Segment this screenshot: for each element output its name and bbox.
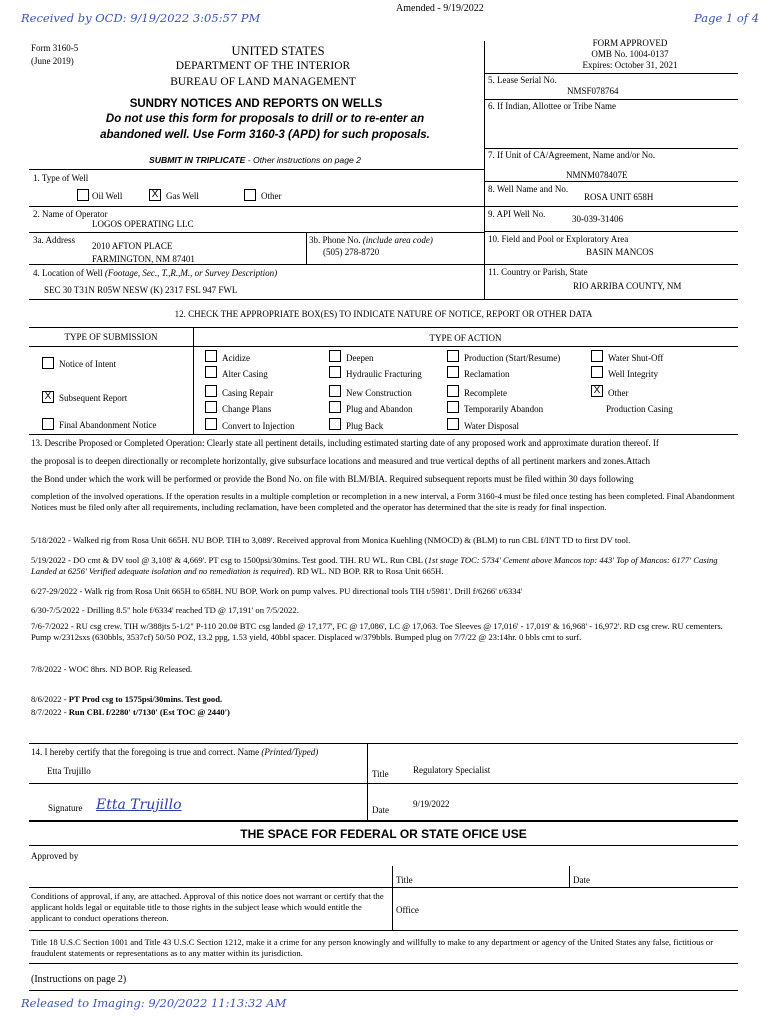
plug-back-label: Plug Back [346,421,384,431]
county-value: RIO ARRIBA COUNTY, NM [573,281,682,291]
location-label-text: 4. Location of Well [33,268,105,278]
deepen-checkbox[interactable] [329,350,341,362]
approved-by-label: Approved by [31,851,79,861]
plug-abandon-label: Plug and Abandon [346,404,413,414]
location-value: SEC 30 T31N R05W NESW (K) 2317 FSL 947 FWL [44,285,238,295]
other-action-value: Production Casing [606,404,673,414]
entry-0519-b: 1st stage TOC: 5734' Cement above Mancos top: 443' Top of Mancos: 6177' Casing Landed at 6256' Verified adequate isolation and no remediation is required [31,555,718,576]
temporarily-abandon-label: Temporarily Abandon [464,404,544,414]
title-value: Regulatory Specialist [413,765,491,775]
subsequent-report-label: Subsequent Report [59,393,128,403]
federal-title-label: Title [396,875,413,885]
convert-injection-label: Convert to Injection [222,421,295,431]
unit-value: NMNM078407E [566,170,628,180]
new-construction-checkbox[interactable] [329,385,341,397]
triplicate-rest: - Other instructions on page 2 [245,155,361,165]
acidize-checkbox[interactable] [205,350,217,362]
expiration: Expires: October 31, 2021 [582,60,678,70]
entry-0630: 6/30-7/5/2022 - Drilling 8.5" hole f/6334' reached TD @ 17,191' on 7/5/2022. [31,605,299,615]
final-abandonment-label: Final Abandonment Notice [59,420,157,430]
section-13-intro-1: 13. Describe Proposed or Completed Operation: Clearly state all pertinent details, including estimated starting date of any proposed work and approximate duration thereof. If [31,438,659,448]
alter-casing-label: Alter Casing [222,369,268,379]
new-construction-label: New Construction [346,388,412,398]
federal-date-label: Date [573,875,590,885]
well-name-value: ROSA UNIT 658H [584,192,654,202]
page-number-stamp: Page 1 of 4 [694,11,760,25]
final-abandonment-checkbox[interactable] [42,418,54,430]
office-label: Office [396,905,419,915]
reclamation-label: Reclamation [464,369,510,379]
conditions-text: Conditions of approval, if any, are attached. Approval of this notice does not warrant or certify that the applicant holds legal or equitable title to those rights in the subject lease which would entitle the applicant to conduct operations thereon. [31,891,384,923]
entry-0708: 7/8/2022 - WOC 8hrs. ND BOP. Rig Released. [31,664,193,674]
date-label: Date [372,805,389,815]
address-label: 3a. Address [33,235,75,245]
water-shutoff-checkbox[interactable] [591,350,603,362]
other-well-checkbox[interactable] [244,189,256,201]
entry-0519 [31,555,743,577]
casing-repair-label: Casing Repair [222,388,274,398]
well-integrity-checkbox[interactable] [591,366,603,378]
api-label: 9. API Well No. [488,209,546,219]
section-13-intro-2: the proposal is to deepen directionally or recomplete horizontally, give subsurface locations and measured and true vertical depths of all pertinent markers and zones.Attach [31,456,650,466]
section-13-intro-4: completion of the involved operations. If the operation results in a multiple completion or recompletion in a new interval, a Form 3160-4 must be filed once testing has been completed. Final Abandonment Notices must be filed only after all requirements, including reclamation, have been completed and the operator has determined that the site is ready for final inspection. [31,491,735,512]
water-disposal-label: Water Disposal [464,421,520,431]
entry-0627: 6/27-29/2022 - Walk rig from Rosa Unit 665H to 658H. NU BOP. Work on pump valves. PU directional tools TIH t/5981'. Drill f/6266' t/6334' [31,586,523,596]
production-checkbox[interactable] [447,350,459,362]
notice-of-intent-label: Notice of Intent [59,359,116,369]
form-title: SUNDRY NOTICES AND REPORTS ON WELLS [129,98,383,110]
hydraulic-fracturing-checkbox[interactable] [329,366,341,378]
agency-line-3: BUREAU OF LAND MANAGEMENT [170,76,356,88]
indian-label: 6. If Indian, Allottee or Tribe Name [488,101,616,111]
phone-value: (505) 278-8720 [323,247,380,257]
pool-value: BASIN MANCOS [586,247,654,257]
water-shutoff-label: Water Shut-Off [608,353,664,363]
acidize-label: Acidize [222,353,250,363]
entry-0806-date: 8/6/2022 - [31,694,69,704]
form-approved: FORM APPROVED [592,38,668,48]
gas-well-label: Gas Well [166,191,199,201]
omb-number: OMB No. 1004-0137 [591,49,669,59]
entry-0519-a: 5/19/2022 - DO cmt & DV tool @ 3,108' & 4,669'. PT csg to 1500psi/30mins. Test good. TIH. RU WL. Run CBL ( [31,555,428,565]
plug-back-checkbox[interactable] [329,418,341,430]
section-12-title: 12. CHECK THE APPROPRIATE BOX(ES) TO INDICATE NATURE OF NOTICE, REPORT OR OTHER DATA [174,309,593,319]
plug-abandon-checkbox[interactable] [329,401,341,413]
agency-line-1: UNITED STATES [231,44,325,58]
phone-label-italic: (include area code) [362,235,433,245]
location-label [33,268,277,278]
signature: Etta Trujillo [96,797,182,813]
form-number: Form 3160-5 [31,43,79,53]
form-subtitle-2: abandoned well. Use Form 3160-3 (APD) for such proposals. [100,129,430,141]
entry-0807 [31,707,743,718]
entry-0807-text: Run CBL f/2280' t/7130' (Est TOC @ 2440') [68,707,230,717]
location-label-italic: (Footage, Sec., T.,R.,M., or Survey Description) [104,268,278,278]
unit-label: 7. If Unit of CA/Agreement, Name and/or No. [488,150,655,160]
section-13-intro-3: the Bond under which the work will be performed or provide the Bond No. on file with BLM/BIA. Required subsequent reports must be filed within 30 days following [31,474,634,484]
entry-0706: 7/6-7/2022 - RU csg crew. TIH w/388jts 5-1/2" P-110 20.0# BTC csg landed @ 17,177', FC @ 17,086', LC @ 17,063. Toe Sleeves @ 17,016' - 17,019' & 16,968' - 16,972'. RD csg crew. RU cementers. Pump w/2312sxs (630bbls, 3537cf) 50/50 POZ, 13.2 ppg, 1.53 yield, 40bbl spacer. Displaced w/379bbls. Bumped plug on 7/7/22 @ 23:14hr. 0 bbls cmt to surf. [31,621,723,642]
county-label: 11. Country or Parish, State [488,267,588,277]
federal-heading: THE SPACE FOR FEDERAL OR STATE OFICE USE [240,827,527,841]
phone-label [309,235,433,245]
certify-text: 14. I hereby certify that the foregoing is true and correct. Name [31,747,262,757]
other-action-checkbox[interactable]: X [591,385,603,397]
submission-header: TYPE OF SUBMISSION [64,332,158,342]
water-disposal-checkbox[interactable] [447,418,459,430]
entry-0807-date: 8/7/2022 - [31,707,69,717]
signature-label: Signature [48,803,83,813]
form-date: (June 2019) [31,56,74,66]
triplicate-note [30,155,480,165]
received-stamp: Received by OCD: 9/19/2022 3:05:57 PM [21,11,261,25]
address-line-2: FARMINGTON, NM 87401 [92,254,195,264]
subsequent-report-checkbox[interactable]: X [42,391,54,403]
well-integrity-label: Well Integrity [608,369,659,379]
change-plans-checkbox[interactable] [205,401,217,413]
well-name-label: 8. Well Name and No. [488,184,569,194]
production-label: Production (Start/Resume) [464,353,561,363]
date-value: 9/19/2022 [413,799,450,809]
entry-0519-c: ). RD WL. ND BOP. RR to Rosa Unit 665H. [289,566,444,576]
oil-well-label: Oil Well [92,191,123,201]
form-subtitle-1: Do not use this form for proposals to drill or to re-enter an [105,113,425,125]
deepen-label: Deepen [346,353,374,363]
casing-repair-checkbox[interactable] [205,385,217,397]
notice-of-intent-checkbox[interactable] [42,357,54,369]
hydraulic-fracturing-label: Hydraulic Fracturing [346,369,422,379]
agency-line-2: DEPARTMENT OF THE INTERIOR [175,60,351,72]
other-action-label: Other [608,388,629,398]
entry-0518: 5/18/2022 - Walked rig from Rosa Unit 665H. NU BOP. TIH to 3,089'. Received approval from Monica Kuehling (NMOCD) & (BLM) to run CBL f/INT TD to first DV tool. [31,535,631,545]
other-well-label: Other [261,191,282,201]
entry-0806 [31,694,743,705]
temporarily-abandon-checkbox[interactable] [447,401,459,413]
gas-well-checkbox[interactable]: X [149,189,161,201]
certify-italic: (Printed/Typed) [261,747,319,757]
address-line-1: 2010 AFTON PLACE [92,241,173,251]
pool-label: 10. Field and Pool or Exploratory Area [488,234,629,244]
triplicate-bold: SUBMIT IN TRIPLICATE [149,155,246,165]
recomplete-label: Recomplete [464,388,507,398]
change-plans-label: Change Plans [222,404,272,414]
certify-statement [31,747,318,757]
entry-0806-text: PT Prod csg to 1575psi/30mins. Test good. [68,694,223,704]
signer-name: Etta Trujillo [47,766,91,776]
api-value: 30-039-31406 [572,214,623,224]
action-header: TYPE OF ACTION [429,333,502,343]
operator-value: LOGOS OPERATING LLC [92,219,194,229]
convert-injection-checkbox[interactable] [205,418,217,430]
reclamation-checkbox[interactable] [447,366,459,378]
phone-label-text: 3b. Phone No. [309,235,363,245]
lease-label: 5. Lease Serial No. [488,75,557,85]
title-label: Title [372,769,389,779]
released-stamp: Released to Imaging: 9/20/2022 11:13:32 AM [21,996,287,1010]
recomplete-checkbox[interactable] [447,385,459,397]
well-type-label: 1. Type of Well [33,173,89,183]
legal-notice: Title 18 U.S.C Section 1001 and Title 43 U.S.C Section 1212, make it a crime for any person knowingly and willfully to make to any department or agency of the United States any false, fictitious or fraudulent statements or representations as to any matter within its jurisdiction. [31,937,714,958]
oil-well-checkbox[interactable] [77,189,89,201]
alter-casing-checkbox[interactable] [205,366,217,378]
lease-value: NMSF078764 [567,86,619,96]
operator-label: 2. Name of Operator [33,209,108,219]
amended-note: Amended - 9/19/2022 [396,3,484,14]
instructions-note: (Instructions on page 2) [31,974,127,985]
